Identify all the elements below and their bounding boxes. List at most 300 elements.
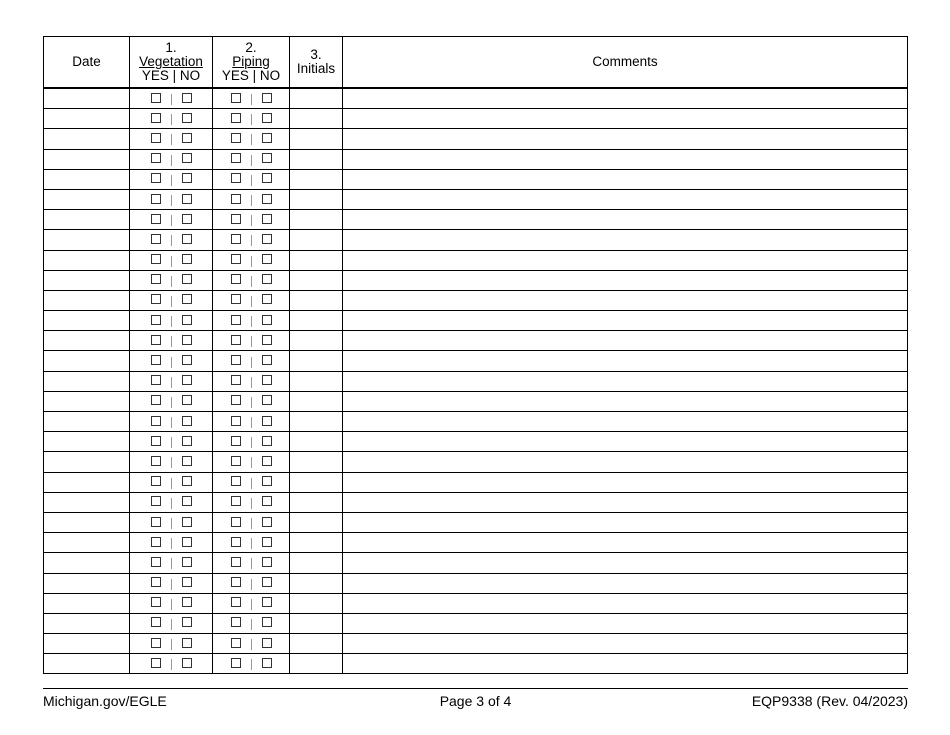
piping-no-checkbox[interactable] <box>262 577 272 587</box>
vegetation-yes-checkbox[interactable] <box>151 577 161 587</box>
piping-yes-no-pair <box>231 353 272 367</box>
date-cell[interactable] <box>44 210 130 230</box>
date-cell[interactable] <box>44 533 130 553</box>
checkbox-separator <box>251 296 252 307</box>
vegetation-yes-checkbox[interactable] <box>151 638 161 648</box>
piping-yes-checkbox[interactable] <box>231 375 241 385</box>
date-cell[interactable] <box>44 311 130 331</box>
vegetation-yes-no-pair <box>151 171 192 185</box>
piping-cell <box>213 432 290 452</box>
vegetation-yes-no-pair <box>151 454 192 468</box>
vegetation-cell <box>130 613 213 633</box>
vegetation-no-checkbox[interactable] <box>182 638 192 648</box>
piping-no-checkbox[interactable] <box>262 335 272 345</box>
date-cell[interactable] <box>44 492 130 512</box>
initials-cell[interactable] <box>290 613 343 633</box>
comments-cell[interactable] <box>343 250 908 270</box>
date-cell[interactable] <box>44 189 130 209</box>
table-row <box>44 230 908 250</box>
vegetation-yes-checkbox[interactable] <box>151 153 161 163</box>
vegetation-yes-checkbox[interactable] <box>151 234 161 244</box>
vegetation-no-checkbox[interactable] <box>182 375 192 385</box>
comments-cell[interactable] <box>343 533 908 553</box>
initials-cell[interactable] <box>290 432 343 452</box>
vegetation-yes-no-pair <box>151 393 192 407</box>
piping-no-checkbox[interactable] <box>262 153 272 163</box>
initials-cell[interactable] <box>290 230 343 250</box>
vegetation-yes-no-pair <box>151 151 192 165</box>
date-cell[interactable] <box>44 88 130 109</box>
piping-no-checkbox[interactable] <box>262 638 272 648</box>
comments-cell[interactable] <box>343 512 908 532</box>
checkbox-separator <box>171 357 172 368</box>
piping-no-checkbox[interactable] <box>262 597 272 607</box>
table-row <box>44 129 908 149</box>
vegetation-yes-no-pair <box>151 474 192 488</box>
piping-yes-no-pair <box>231 151 272 165</box>
vegetation-no-checkbox[interactable] <box>182 395 192 405</box>
piping-yes-checkbox[interactable] <box>231 173 241 183</box>
piping-no-checkbox[interactable] <box>262 416 272 426</box>
vegetation-no-checkbox[interactable] <box>182 456 192 466</box>
vegetation-label: Vegetation <box>139 54 203 69</box>
comments-cell[interactable] <box>343 654 908 674</box>
checkbox-separator <box>171 175 172 186</box>
piping-no-checkbox[interactable] <box>262 537 272 547</box>
checkbox-separator <box>171 518 172 529</box>
comments-cell[interactable] <box>343 210 908 230</box>
initials-cell[interactable] <box>290 149 343 169</box>
piping-yes-checkbox[interactable] <box>231 517 241 527</box>
piping-yes-checkbox[interactable] <box>231 355 241 365</box>
initials-cell[interactable] <box>290 88 343 109</box>
piping-cell <box>213 351 290 371</box>
vegetation-no-checkbox[interactable] <box>182 658 192 668</box>
piping-yes-checkbox[interactable] <box>231 617 241 627</box>
piping-no-checkbox[interactable] <box>262 194 272 204</box>
comments-cell[interactable] <box>343 88 908 109</box>
piping-yes-no-pair <box>231 434 272 448</box>
table-row <box>44 553 908 573</box>
piping-yes-checkbox[interactable] <box>231 214 241 224</box>
vegetation-cell <box>130 412 213 432</box>
date-cell[interactable] <box>44 634 130 654</box>
piping-no-checkbox[interactable] <box>262 355 272 365</box>
piping-no-checkbox[interactable] <box>262 617 272 627</box>
initials-cell[interactable] <box>290 311 343 331</box>
vegetation-no-checkbox[interactable] <box>182 133 192 143</box>
date-cell[interactable] <box>44 290 130 310</box>
date-cell[interactable] <box>44 391 130 411</box>
initials-cell[interactable] <box>290 391 343 411</box>
piping-cell <box>213 573 290 593</box>
piping-yes-checkbox[interactable] <box>231 153 241 163</box>
table-row <box>44 109 908 129</box>
comments-cell[interactable] <box>343 452 908 472</box>
vegetation-cell <box>130 553 213 573</box>
initials-cell[interactable] <box>290 250 343 270</box>
checkbox-separator <box>251 195 252 206</box>
table-header-row <box>44 37 908 89</box>
vegetation-yes-checkbox[interactable] <box>151 214 161 224</box>
date-cell[interactable] <box>44 149 130 169</box>
table-row <box>44 270 908 290</box>
date-cell[interactable] <box>44 512 130 532</box>
piping-no-checkbox[interactable] <box>262 254 272 264</box>
initials-cell[interactable] <box>290 109 343 129</box>
table-row <box>44 472 908 492</box>
piping-yes-checkbox[interactable] <box>231 395 241 405</box>
checkbox-separator <box>251 437 252 448</box>
vegetation-no-checkbox[interactable] <box>182 294 192 304</box>
date-cell[interactable] <box>44 593 130 613</box>
vegetation-yes-checkbox[interactable] <box>151 194 161 204</box>
initials-cell[interactable] <box>290 331 343 351</box>
piping-no-checkbox[interactable] <box>262 375 272 385</box>
table-row <box>44 88 908 109</box>
initials-cell[interactable] <box>290 533 343 553</box>
comments-cell[interactable] <box>343 412 908 432</box>
vegetation-yes-checkbox[interactable] <box>151 254 161 264</box>
vegetation-yes-checkbox[interactable] <box>151 395 161 405</box>
vegetation-yes-checkbox[interactable] <box>151 416 161 426</box>
piping-cell <box>213 593 290 613</box>
checkbox-separator <box>171 619 172 630</box>
vegetation-yes-checkbox[interactable] <box>151 335 161 345</box>
vegetation-no-checkbox[interactable] <box>182 254 192 264</box>
piping-yes-checkbox[interactable] <box>231 274 241 284</box>
date-cell[interactable] <box>44 351 130 371</box>
checkbox-separator <box>251 134 252 145</box>
vegetation-yes-checkbox[interactable] <box>151 173 161 183</box>
vegetation-cell <box>130 432 213 452</box>
checkbox-separator <box>251 155 252 166</box>
initials-cell[interactable] <box>290 573 343 593</box>
initials-cell[interactable] <box>290 210 343 230</box>
vegetation-yes-checkbox[interactable] <box>151 375 161 385</box>
checkbox-separator <box>251 357 252 368</box>
piping-no-checkbox[interactable] <box>262 476 272 486</box>
piping-no-checkbox[interactable] <box>262 214 272 224</box>
initials-cell[interactable] <box>290 553 343 573</box>
checkbox-separator <box>251 457 252 468</box>
piping-no-checkbox[interactable] <box>262 113 272 123</box>
comments-cell[interactable] <box>343 129 908 149</box>
comments-cell[interactable] <box>343 109 908 129</box>
comments-cell[interactable] <box>343 290 908 310</box>
vegetation-no-checkbox[interactable] <box>182 597 192 607</box>
initials-cell[interactable] <box>290 270 343 290</box>
checkbox-separator <box>251 579 252 590</box>
initials-cell[interactable] <box>290 472 343 492</box>
piping-yes-checkbox[interactable] <box>231 658 241 668</box>
vegetation-yes-no-pair <box>151 333 192 347</box>
vegetation-no-checkbox[interactable] <box>182 234 192 244</box>
checkbox-separator <box>251 498 252 509</box>
vegetation-yes-checkbox[interactable] <box>151 496 161 506</box>
piping-header <box>213 37 290 89</box>
piping-cell <box>213 412 290 432</box>
piping-yes-checkbox[interactable] <box>231 335 241 345</box>
piping-no-checkbox[interactable] <box>262 557 272 567</box>
initials-cell[interactable] <box>290 634 343 654</box>
vegetation-cell <box>130 331 213 351</box>
piping-no-checkbox[interactable] <box>262 496 272 506</box>
date-cell[interactable] <box>44 553 130 573</box>
checkbox-separator <box>171 276 172 287</box>
initials-cell[interactable] <box>290 492 343 512</box>
vegetation-no-checkbox[interactable] <box>182 517 192 527</box>
vegetation-yes-checkbox[interactable] <box>151 658 161 668</box>
vegetation-no-checkbox[interactable] <box>182 476 192 486</box>
comments-cell[interactable] <box>343 432 908 452</box>
inspection-log-table <box>43 36 908 674</box>
checkbox-separator <box>251 377 252 388</box>
vegetation-yes-checkbox[interactable] <box>151 476 161 486</box>
vegetation-no-checkbox[interactable] <box>182 355 192 365</box>
comments-header-label: Comments <box>592 54 658 69</box>
checkbox-separator <box>171 639 172 650</box>
date-cell[interactable] <box>44 573 130 593</box>
vegetation-yes-checkbox[interactable] <box>151 315 161 325</box>
comments-cell[interactable] <box>343 149 908 169</box>
table-row <box>44 169 908 189</box>
piping-yes-checkbox[interactable] <box>231 93 241 103</box>
checkbox-separator <box>251 94 252 105</box>
vegetation-cell <box>130 169 213 189</box>
piping-yes-checkbox[interactable] <box>231 194 241 204</box>
vegetation-yes-checkbox[interactable] <box>151 355 161 365</box>
piping-label: Piping <box>232 54 270 69</box>
vegetation-no-checkbox[interactable] <box>182 93 192 103</box>
piping-yes-checkbox[interactable] <box>231 133 241 143</box>
comments-cell[interactable] <box>343 230 908 250</box>
vegetation-cell <box>130 311 213 331</box>
vegetation-yes-checkbox[interactable] <box>151 617 161 627</box>
initials-cell[interactable] <box>290 593 343 613</box>
piping-yes-checkbox[interactable] <box>231 254 241 264</box>
comments-header <box>343 37 908 89</box>
comments-cell[interactable] <box>343 492 908 512</box>
piping-yes-checkbox[interactable] <box>231 496 241 506</box>
vegetation-no-checkbox[interactable] <box>182 173 192 183</box>
piping-yes-checkbox[interactable] <box>231 416 241 426</box>
vegetation-no-checkbox[interactable] <box>182 153 192 163</box>
footer-website: Michigan.gov/EGLE <box>43 693 167 709</box>
date-cell[interactable] <box>44 472 130 492</box>
vegetation-yes-no-pair <box>151 636 192 650</box>
date-header <box>44 37 130 89</box>
piping-yes-no-pair <box>231 292 272 306</box>
piping-yes-checkbox[interactable] <box>231 557 241 567</box>
vegetation-yes-checkbox[interactable] <box>151 517 161 527</box>
checkbox-separator <box>251 599 252 610</box>
date-cell[interactable] <box>44 169 130 189</box>
vegetation-no-checkbox[interactable] <box>182 617 192 627</box>
date-cell[interactable] <box>44 412 130 432</box>
initials-cell[interactable] <box>290 351 343 371</box>
comments-cell[interactable] <box>343 311 908 331</box>
piping-cell <box>213 654 290 674</box>
piping-yes-checkbox[interactable] <box>231 638 241 648</box>
vegetation-no-checkbox[interactable] <box>182 274 192 284</box>
initials-cell[interactable] <box>290 412 343 432</box>
initials-cell[interactable] <box>290 512 343 532</box>
vegetation-yes-checkbox[interactable] <box>151 456 161 466</box>
page-footer <box>43 688 908 709</box>
piping-no-checkbox[interactable] <box>262 315 272 325</box>
comments-cell[interactable] <box>343 573 908 593</box>
piping-no-checkbox[interactable] <box>262 395 272 405</box>
comments-cell[interactable] <box>343 371 908 391</box>
vegetation-yes-checkbox[interactable] <box>151 274 161 284</box>
piping-no-checkbox[interactable] <box>262 133 272 143</box>
vegetation-no-checkbox[interactable] <box>182 214 192 224</box>
date-cell[interactable] <box>44 250 130 270</box>
checkbox-separator <box>251 538 252 549</box>
piping-yes-checkbox[interactable] <box>231 315 241 325</box>
piping-yes-no-pair <box>231 111 272 125</box>
piping-yes-no-pair <box>231 373 272 387</box>
piping-no-checkbox[interactable] <box>262 456 272 466</box>
table-row <box>44 391 908 411</box>
piping-yes-checkbox[interactable] <box>231 537 241 547</box>
piping-yes-no-pair <box>231 535 272 549</box>
piping-yes-no-pair <box>231 615 272 629</box>
checkbox-separator <box>171 417 172 428</box>
initials-cell[interactable] <box>290 290 343 310</box>
vegetation-no-checkbox[interactable] <box>182 436 192 446</box>
comments-cell[interactable] <box>343 593 908 613</box>
piping-no-checkbox[interactable] <box>262 173 272 183</box>
piping-yes-checkbox[interactable] <box>231 597 241 607</box>
piping-cell <box>213 371 290 391</box>
checkbox-separator <box>171 235 172 246</box>
piping-yes-checkbox[interactable] <box>231 476 241 486</box>
checkbox-separator <box>171 538 172 549</box>
table-row <box>44 149 908 169</box>
date-cell[interactable] <box>44 109 130 129</box>
vegetation-cell <box>130 654 213 674</box>
table-body <box>44 88 908 674</box>
date-cell[interactable] <box>44 452 130 472</box>
piping-yes-checkbox[interactable] <box>231 436 241 446</box>
date-cell[interactable] <box>44 331 130 351</box>
piping-yes-no-pair <box>231 192 272 206</box>
piping-yes-no-pair <box>231 454 272 468</box>
initials-cell[interactable] <box>290 129 343 149</box>
vegetation-yes-checkbox[interactable] <box>151 133 161 143</box>
piping-no-checkbox[interactable] <box>262 517 272 527</box>
table-row <box>44 331 908 351</box>
table-row <box>44 371 908 391</box>
piping-yes-no-pair <box>231 575 272 589</box>
piping-yes-no-pair <box>231 131 272 145</box>
date-cell[interactable] <box>44 432 130 452</box>
vegetation-yes-checkbox[interactable] <box>151 597 161 607</box>
piping-no-checkbox[interactable] <box>262 294 272 304</box>
vegetation-yes-checkbox[interactable] <box>151 436 161 446</box>
piping-yes-checkbox[interactable] <box>231 456 241 466</box>
piping-no-checkbox[interactable] <box>262 93 272 103</box>
vegetation-no-checkbox[interactable] <box>182 315 192 325</box>
comments-cell[interactable] <box>343 270 908 290</box>
vegetation-yes-no-pair <box>151 515 192 529</box>
piping-cell <box>213 88 290 109</box>
vegetation-cell <box>130 189 213 209</box>
initials-cell[interactable] <box>290 371 343 391</box>
date-cell[interactable] <box>44 129 130 149</box>
vegetation-yes-checkbox[interactable] <box>151 113 161 123</box>
comments-cell[interactable] <box>343 189 908 209</box>
vegetation-yes-checkbox[interactable] <box>151 93 161 103</box>
vegetation-yes-no-pair <box>151 252 192 266</box>
vegetation-yes-no-pair <box>151 111 192 125</box>
vegetation-yes-no-pair <box>151 212 192 226</box>
comments-cell[interactable] <box>343 351 908 371</box>
checkbox-separator <box>251 518 252 529</box>
piping-no-checkbox[interactable] <box>262 436 272 446</box>
vegetation-no-checkbox[interactable] <box>182 537 192 547</box>
piping-cell <box>213 250 290 270</box>
piping-yes-checkbox[interactable] <box>231 577 241 587</box>
piping-cell <box>213 311 290 331</box>
vegetation-yes-no-pair <box>151 373 192 387</box>
comments-cell[interactable] <box>343 553 908 573</box>
vegetation-no-checkbox[interactable] <box>182 113 192 123</box>
piping-yes-no-pair <box>231 656 272 670</box>
date-cell[interactable] <box>44 371 130 391</box>
vegetation-no-checkbox[interactable] <box>182 496 192 506</box>
piping-cell <box>213 553 290 573</box>
piping-yes-checkbox[interactable] <box>231 294 241 304</box>
date-cell[interactable] <box>44 654 130 674</box>
piping-yes-no-pair <box>231 333 272 347</box>
piping-no-checkbox[interactable] <box>262 658 272 668</box>
piping-yes-checkbox[interactable] <box>231 113 241 123</box>
vegetation-yes-no-pair <box>151 656 192 670</box>
vegetation-yes-checkbox[interactable] <box>151 537 161 547</box>
vegetation-no-checkbox[interactable] <box>182 557 192 567</box>
piping-cell <box>213 472 290 492</box>
date-cell[interactable] <box>44 230 130 250</box>
vegetation-yes-checkbox[interactable] <box>151 557 161 567</box>
comments-cell[interactable] <box>343 472 908 492</box>
comments-cell[interactable] <box>343 331 908 351</box>
piping-yes-checkbox[interactable] <box>231 234 241 244</box>
table-row <box>44 311 908 331</box>
vegetation-yes-checkbox[interactable] <box>151 294 161 304</box>
vegetation-no-checkbox[interactable] <box>182 416 192 426</box>
piping-yes-no-pair <box>231 232 272 246</box>
comments-cell[interactable] <box>343 634 908 654</box>
comments-cell[interactable] <box>343 169 908 189</box>
date-cell[interactable] <box>44 613 130 633</box>
comments-cell[interactable] <box>343 613 908 633</box>
piping-cell <box>213 331 290 351</box>
initials-cell[interactable] <box>290 452 343 472</box>
comments-cell[interactable] <box>343 391 908 411</box>
vegetation-no-checkbox[interactable] <box>182 335 192 345</box>
vegetation-no-checkbox[interactable] <box>182 194 192 204</box>
date-cell[interactable] <box>44 270 130 290</box>
initials-cell[interactable] <box>290 189 343 209</box>
initials-cell[interactable] <box>290 654 343 674</box>
piping-no-checkbox[interactable] <box>262 274 272 284</box>
vegetation-no-checkbox[interactable] <box>182 577 192 587</box>
initials-cell[interactable] <box>290 169 343 189</box>
piping-no-checkbox[interactable] <box>262 234 272 244</box>
